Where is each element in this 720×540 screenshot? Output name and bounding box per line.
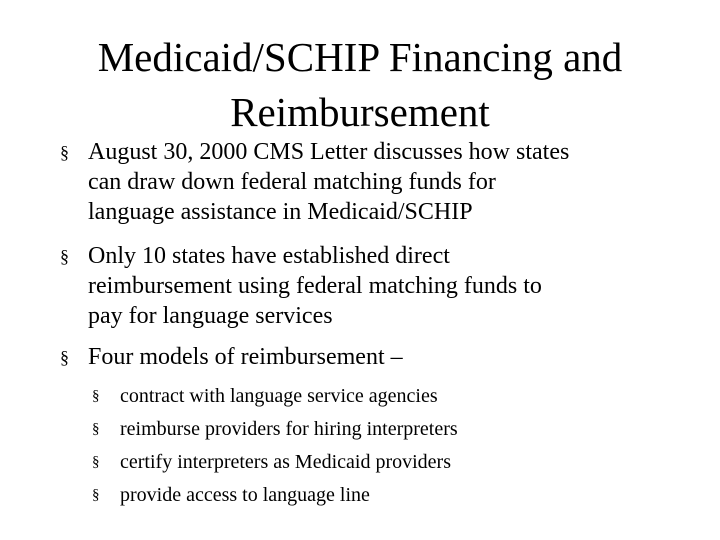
sub-bullet-text: certify interpreters as Medicaid providers: [120, 451, 451, 473]
bullet-text: Only 10 states have established direct reimbursement using federal matching funds to pay for language services: [88, 243, 542, 329]
slide-title: Medicaid/SCHIP Financing and Reimbursement: [97, 34, 623, 135]
sub-bullet-item: [92, 380, 652, 413]
sub-bullet-marker: §: [92, 487, 100, 503]
bullet-item: [60, 241, 660, 331]
bullet-item: [60, 137, 660, 227]
bullet-item: [60, 342, 660, 372]
sub-bullet-item: [92, 446, 652, 479]
bullet-text: Four models of reimbursement –: [88, 344, 403, 370]
sub-bullet-marker: §: [92, 454, 100, 470]
bullet-marker: §: [60, 142, 69, 162]
bullet-text: August 30, 2000 CMS Letter discusses how states can draw down federal matching funds for language assistance in Medicaid/SCHIP: [88, 139, 570, 225]
sub-bullet-item: [92, 413, 652, 446]
sub-bullet-marker: §: [92, 388, 100, 404]
bullet-marker: §: [60, 246, 69, 266]
sub-bullet-item: [92, 479, 652, 512]
sub-bullet-marker: §: [92, 421, 100, 437]
sub-bullet-text: reimburse providers for hiring interpreters: [120, 418, 458, 440]
bullet-marker: §: [60, 347, 69, 367]
sub-bullet-text: provide access to language line: [120, 484, 370, 506]
sub-bullet-text: contract with language service agencies: [120, 385, 438, 407]
